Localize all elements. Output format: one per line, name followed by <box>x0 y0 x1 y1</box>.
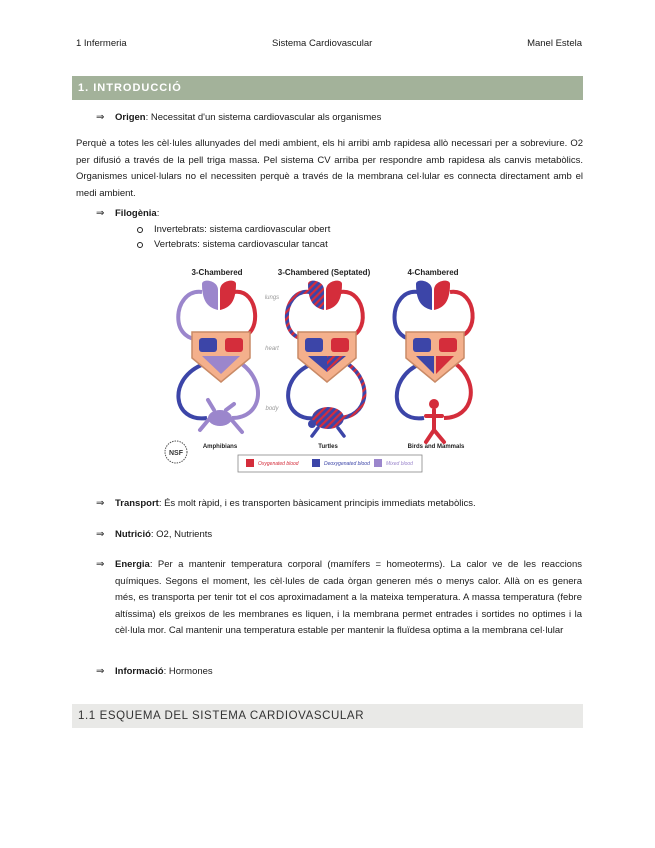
caption-turtles: Turtles <box>318 444 338 450</box>
legend-mixed: Mixed blood <box>386 461 413 467</box>
list-item: Vertebrats: sistema cardiovascular tancat <box>137 237 330 252</box>
figure-title-mammal: 4-Chambered <box>407 268 459 277</box>
legend-oxygenated: Oxygenated blood <box>258 461 299 467</box>
list-item: Invertebrats: sistema cardiovascular obert <box>137 222 330 237</box>
informacio-text: : Hormones <box>163 666 213 677</box>
bullet-transport <box>96 496 582 512</box>
arrow-bullet-icon: ⇒ <box>96 559 105 570</box>
header-course: 1 Infermeria <box>76 38 127 49</box>
arrow-bullet-icon: ⇒ <box>96 666 105 677</box>
figure-legend <box>238 455 422 472</box>
nsf-logo-text: NSF <box>169 450 183 457</box>
arrow-bullet-icon: ⇒ <box>96 208 105 219</box>
heart-chambers-figure <box>162 258 494 480</box>
nsf-logo-icon <box>165 441 187 463</box>
arrow-bullet-icon: ⇒ <box>96 498 105 509</box>
region-label-lungs: lungs <box>264 295 280 301</box>
section-heading-introduccio: 1. INTRODUCCIÓ <box>72 76 583 100</box>
figure-title-amphibian: 3-Chambered <box>191 268 243 277</box>
nutricio-text: : O2, Nutrients <box>150 529 213 540</box>
section-heading-esquema: 1.1 ESQUEMA DEL SISTEMA CARDIOVASCULAR <box>72 704 583 728</box>
caption-amphibians: Amphibians <box>202 444 238 450</box>
bullet-origen <box>96 110 582 126</box>
filogenia-suffix: : <box>156 208 160 219</box>
arrow-bullet-icon: ⇒ <box>96 112 105 123</box>
bullet-energia <box>96 557 582 640</box>
header-title: Sistema Cardiovascular <box>272 38 373 49</box>
origen-text: : Necessitat d'un sistema cardiovascular als organismes <box>145 112 382 123</box>
region-label-body: body <box>265 406 279 412</box>
filogenia-sublist <box>137 222 330 252</box>
informacio-label: Informació <box>115 666 164 677</box>
bullet-informacio <box>96 664 582 680</box>
figure-title-turtle: 3-Chambered (Septated) <box>277 268 371 277</box>
arrow-bullet-icon: ⇒ <box>96 529 105 540</box>
filogenia-label: Filogènia <box>115 208 157 219</box>
header-author: Manel Estela <box>527 38 582 49</box>
bullet-nutricio <box>96 527 582 543</box>
intro-paragraph: Perquè a totes les cèl·lules allunyades del medi ambient, els hi arribi amb rapidesa allò necessari per a sobreviure. O2 per difusió a través de la pell triga massa. Pel sistema CV arriba per respondre amb rapidesa als canvis metabòlics. Organismes unicel·lulars no el necessiten perquè a través de la membrana cel·lular es connecta directament amb el medi ambient. <box>76 138 583 199</box>
energia-label: Energia <box>115 559 150 570</box>
bullet-filogenia <box>96 206 582 222</box>
legend-deoxygenated: Deoxygenated blood <box>324 461 370 467</box>
energia-text: : Per a mantenir temperatura corporal (mamífers = homeoterms). La calor ve de les reaccions químiques. Segons el moment, les cèl·lules de cada òrgan generen més o menys calor. Allà on es genera més, es transporta per tenir tot el cos aproximadament a la mateixa temperatura. A massa temperatura (febre altíssima) els greixos de les membranes es liquen, i la membrana permet entrades i sortides no optimes i la cèl·lula mor. Cal mantenir una temperatura estable per mantenir la fluïdesa optima a la membrana cel·lular <box>115 559 582 636</box>
diagram-turtle <box>287 281 365 436</box>
diagram-amphibian <box>178 281 258 432</box>
page-header <box>76 38 582 52</box>
transport-text: : És molt ràpid, i es transporten bàsicament principis immediats metabòlics. <box>158 498 476 509</box>
nutricio-label: Nutrició <box>115 529 151 540</box>
region-label-heart: heart <box>265 346 279 352</box>
transport-label: Transport <box>115 498 159 509</box>
caption-birds-mammals: Birds and Mammals <box>407 444 465 450</box>
diagram-mammal <box>395 281 473 442</box>
origen-label: Origen <box>115 112 146 123</box>
